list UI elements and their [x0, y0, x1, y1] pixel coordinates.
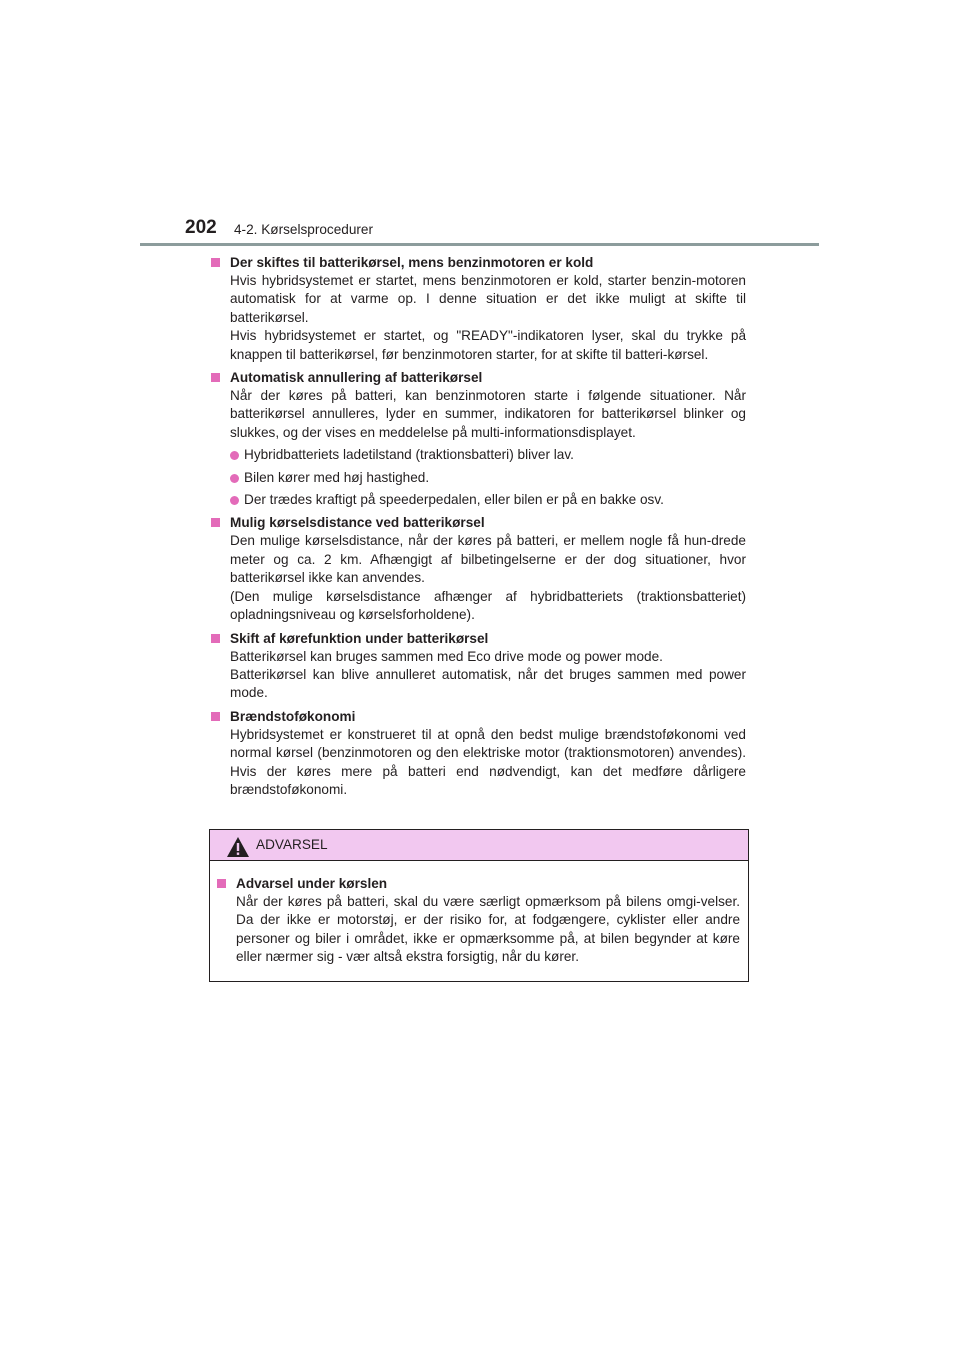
chapter-title: 4-2. Kørselsprocedurer — [234, 222, 374, 237]
square-bullet-icon — [211, 634, 220, 643]
square-bullet-icon — [211, 518, 220, 527]
square-bullet-icon — [211, 258, 220, 267]
section-paragraph: Batterikørsel kan bruges sammen med Eco drive mode og power mode. — [230, 648, 663, 664]
list-item: Hybridbatteriets ladetilstand (traktionsbatteri) bliver lav. — [210, 446, 746, 464]
warning-title: Advarsel under kørslen — [236, 876, 388, 891]
list-item: Der trædes kraftigt på speederpedalen, eller bilen er på en bakke osv. — [210, 491, 746, 509]
section-paragraph: Batterikørsel kan blive annulleret automatisk, når det bruges sammen med power mode. — [230, 666, 746, 701]
page-number: 202 — [185, 217, 217, 238]
section-paragraph: Den mulige kørselsdistance, når der køres på batteri, er mellem nogle få hun-drede meter og ca. 2 km. Afhængigt af bilbetingelserne er der dog situationer, hvor batterikørsel ikke kan anvendes. — [230, 533, 746, 586]
warning-box — [209, 829, 749, 982]
circle-bullet-icon — [230, 474, 239, 483]
section-title: Automatisk annullering af batterikørsel — [230, 370, 483, 386]
circle-bullet-icon — [230, 451, 239, 460]
section-paragraph: Hvis hybridsystemet er startet, og "READY"-indikatoren lyser, skal du trykke på knappen til batterikørsel, før benzinmotoren starter, for at skifte til batteri-kørsel. — [230, 328, 746, 362]
header-rule — [140, 243, 819, 246]
section-paragraph: Hybridsystemet er konstrueret til at opnå den bedst mulige brændstoføkonomi ved normal kørsel (benzinmotoren og den elektriske motor (traktionsmotoren) anvendes). Hvis der køres mere på batteri end nødvendigt, kan det medføre dårligere brændstoføkonomi. — [230, 726, 746, 797]
section-fuel-economy — [210, 707, 746, 800]
section-cold-engine — [210, 253, 746, 364]
section-title: Skift af kørefunktion under batterikørsel — [230, 630, 489, 646]
square-bullet-icon — [211, 712, 220, 721]
section-paragraph: Hvis hybridsystemet er startet, mens benzinmotoren er kold, starter benzin-motoren automatisk for at varme op. I denne situation er det ikke muligt at skifte til batterikørsel. — [230, 273, 746, 325]
section-title: Brændstoføkonomi — [230, 708, 356, 724]
list-item: Bilen kører med høj hastighed. — [210, 469, 746, 487]
section-auto-cancel — [210, 368, 746, 509]
warning-label: ADVARSEL — [256, 837, 328, 852]
circle-bullet-icon — [230, 496, 239, 505]
page-header — [185, 216, 745, 240]
warning-header — [210, 830, 748, 861]
page-content — [210, 253, 746, 803]
square-bullet-icon — [211, 373, 220, 382]
warning-triangle-icon — [226, 836, 250, 858]
section-paragraph: Når der køres på batteri, kan benzinmotoren starte i følgende situationer. Når batterikørsel annulleres, lyder en summer, indikatoren for batterikørsel blinker og slukkes, og der vises en meddelelse på multi-informationsdisplayet. — [230, 388, 746, 440]
section-distance — [210, 513, 746, 624]
section-title: Mulig kørselsdistance ved batterikørsel — [230, 515, 485, 531]
section-paragraph: (Den mulige kørselsdistance afhænger af hybridbatteriets (traktionsbatteriet) opladningsniveau og kørselsforholdene). — [230, 588, 746, 623]
section-drive-mode — [210, 629, 746, 703]
square-bullet-icon — [217, 879, 226, 888]
section-title: Der skiftes til batterikørsel, mens benzinmotoren er kold — [230, 255, 594, 270]
warning-text: Når der køres på batteri, skal du være særligt opmærksom på bilens omgi-velser. Da der ikke er motorstøj, er der risiko for, at fodgængere, cyklister eller andre personer og biler i området, ikke er opmærksomme på, at bilen begynder at køre eller nærmer sig - vær altså ekstra forsigtig, når du kører. — [236, 894, 740, 965]
